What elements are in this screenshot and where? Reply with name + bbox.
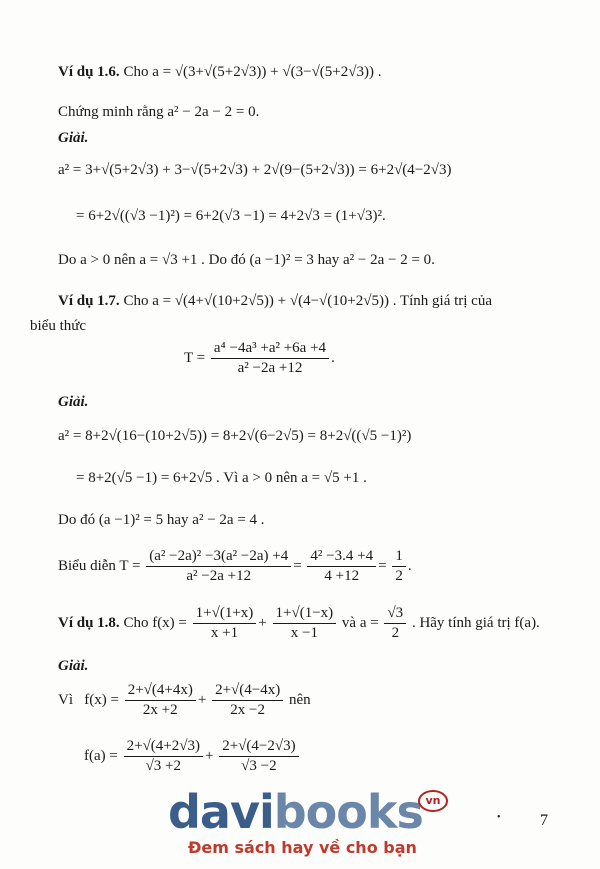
brand-logo <box>168 785 423 839</box>
ex18-fx-line: Vì f(x) = $\frac{2+√(4+4x)}{2x +2}$ + $\frac{2+√(4-4x)}{2x -2}$ nên <box>58 682 311 718</box>
ex18-a-fraction <box>384 605 406 642</box>
ex18-fx: f(x) = <box>84 691 119 708</box>
ex18-h-fraction-1 <box>124 738 203 775</box>
ex18-f-denominator-2: x −1 <box>290 625 318 641</box>
ex17-step1: a² = 8+2√(16−(10+2√5)) = 8+2√(6−2√5) = 8+2√((√5 −1)²) <box>58 428 412 444</box>
ex17-T-fraction <box>211 340 329 377</box>
ex17-rep-denominator-1: a² −2a +12 <box>186 568 252 584</box>
ex17-T-denominator: a² −2a +12 <box>237 360 303 376</box>
decorative-dot: • <box>497 812 501 823</box>
ex18-ask: . Hãy tính giá trị f(a). <box>411 614 540 631</box>
ex17-intro: Cho a = √(4+√(10+2√5)) + √(4−√(10+2√5)) . Tính giá trị của <box>123 293 492 309</box>
ex18-vi: Vì <box>58 691 73 708</box>
ex18-f-fraction-2 <box>273 605 337 642</box>
ex17-T-lhs: T = <box>184 349 206 366</box>
ex17-rep-numerator-1: (a² −2a)² −3(a² −2a) +4 <box>146 548 291 567</box>
ex18-g-denominator-1: 2x +2 <box>142 702 178 718</box>
brand-vn-badge: vn <box>418 790 448 812</box>
ex18-h-denominator-1: √3 +2 <box>145 758 182 774</box>
ex18-a-part: và a = <box>341 614 379 631</box>
ex18-fa: f(a) = <box>84 747 118 764</box>
brand-logo-davi: davi <box>168 785 274 839</box>
ex17-rep-label: Biểu diễn T = <box>58 557 141 574</box>
ex17-intro2: biểu thức <box>30 318 87 334</box>
ex18-label: Ví dụ 1.8. <box>58 614 120 631</box>
ex18-g-fraction-2 <box>212 682 283 719</box>
ex17-rep-fraction-1 <box>146 548 291 585</box>
ex18-solve-heading: Giải. <box>58 658 89 674</box>
ex17-step3: Do đó (a −1)² = 5 hay a² − 2a = 4 . <box>58 512 265 528</box>
ex16-statement <box>58 64 381 81</box>
ex17-rep-denominator-2: 4 +12 <box>324 568 360 584</box>
ex16-conclusion: Do a > 0 nên a = √3 +1 . Do đó (a −1)² = 3 hay a² − 2a − 2 = 0. <box>58 252 435 268</box>
ex18-g-fraction-1 <box>125 682 196 719</box>
ex17-rep-numerator-2: 4² −3.4 +4 <box>307 548 376 567</box>
ex16-prove: Chứng minh rằng a² − 2a − 2 = 0. <box>58 104 260 120</box>
page-number: 7 <box>540 812 548 829</box>
ex18-h-numerator-2: 2+√(4−2√3) <box>219 738 298 757</box>
ex18-fa-line: f(a) = $\frac{2+√(4+2√3)}{√3 +2}$ + $\frac{2+√(4-2√3)}{√3 -2}$ <box>84 738 301 775</box>
ex17-solve-heading: Giải. <box>58 394 89 410</box>
ex17-label: Ví dụ 1.7. <box>58 293 120 309</box>
ex17-T-definition: T = $\frac{\text{a⁴ −4a³ +a² +6a +4}}{\text{a² −2a +12}}$ . <box>184 340 335 376</box>
ex16-step1: a² = 3+√(5+2√3) + 3−√(5+2√3) + 2√(9−(5+2√3)) = 6+2√(4−2√3) <box>58 162 452 178</box>
ex18-f-denominator-1: x +1 <box>210 625 239 641</box>
ex18-h-denominator-2: √3 −2 <box>241 758 277 774</box>
ex18-f-fraction-1 <box>193 605 257 642</box>
ex16-step2: = 6+2√((√3 −1)²) = 6+2(√3 −1) = 4+2√3 = (1+√3)². <box>76 208 386 224</box>
ex17-rep-numerator-3: 1 <box>392 548 406 567</box>
ex17-representation: Biểu diễn T = $\frac{\text{(a² −2a)² −3(a² −2a) +4}}{\text{a² −2a +12}}$ = $\frac{\text{4² −3.4 +4}}{4 +12}$ = $\frac{1}{2}$ . <box>58 548 412 584</box>
ex18-intro: Cho f(x) = <box>123 614 187 631</box>
ex17-T-numerator: a⁴ −4a³ +a² +6a +4 <box>211 340 329 359</box>
ex18-g-denominator-2: 2x −2 <box>230 702 266 718</box>
ex18-f-numerator-1: 1+√(1+x) <box>193 605 257 624</box>
ex18-nen: nên <box>288 691 311 708</box>
brand-tagline: Đem sách hay về cho bạn <box>188 838 417 857</box>
ex18-statement: Ví dụ 1.8. Cho f(x) = $\frac{1+√(1+x)}{x +1}$ + $\frac{1+√(1-x)}{x -1}$ và a = $\frac{√3}{2}$ . Hãy tính giá trị f(a). <box>58 605 540 641</box>
ex18-g-numerator-1: 2+√(4+4x) <box>125 682 196 701</box>
ex18-a-numerator: √3 <box>384 605 406 624</box>
ex16-solve-heading: Giải. <box>58 130 89 146</box>
ex17-step2: = 8+2(√5 −1) = 6+2√5 . Vì a > 0 nên a = √5 +1 . <box>76 470 367 486</box>
ex18-g-numerator-2: 2+√(4−4x) <box>212 682 283 701</box>
ex17-rep-denominator-3: 2 <box>395 568 403 584</box>
ex18-h-fraction-2 <box>219 738 298 775</box>
ex17-rep-fraction-2 <box>307 548 376 585</box>
ex18-h-numerator-1: 2+√(4+2√3) <box>124 738 203 757</box>
ex17-statement <box>58 293 492 310</box>
ex18-a-denominator: 2 <box>391 625 400 641</box>
ex16-label: Ví dụ 1.6. <box>58 64 120 80</box>
ex16-intro: Cho <box>123 64 149 80</box>
ex16-formula: a = √(3+√(5+2√3)) + √(3−√(5+2√3)) . <box>152 64 382 80</box>
ex17-rep-fraction-3 <box>392 548 406 585</box>
ex18-f-numerator-2: 1+√(1−x) <box>273 605 337 624</box>
brand-logo-books: books <box>273 785 423 839</box>
